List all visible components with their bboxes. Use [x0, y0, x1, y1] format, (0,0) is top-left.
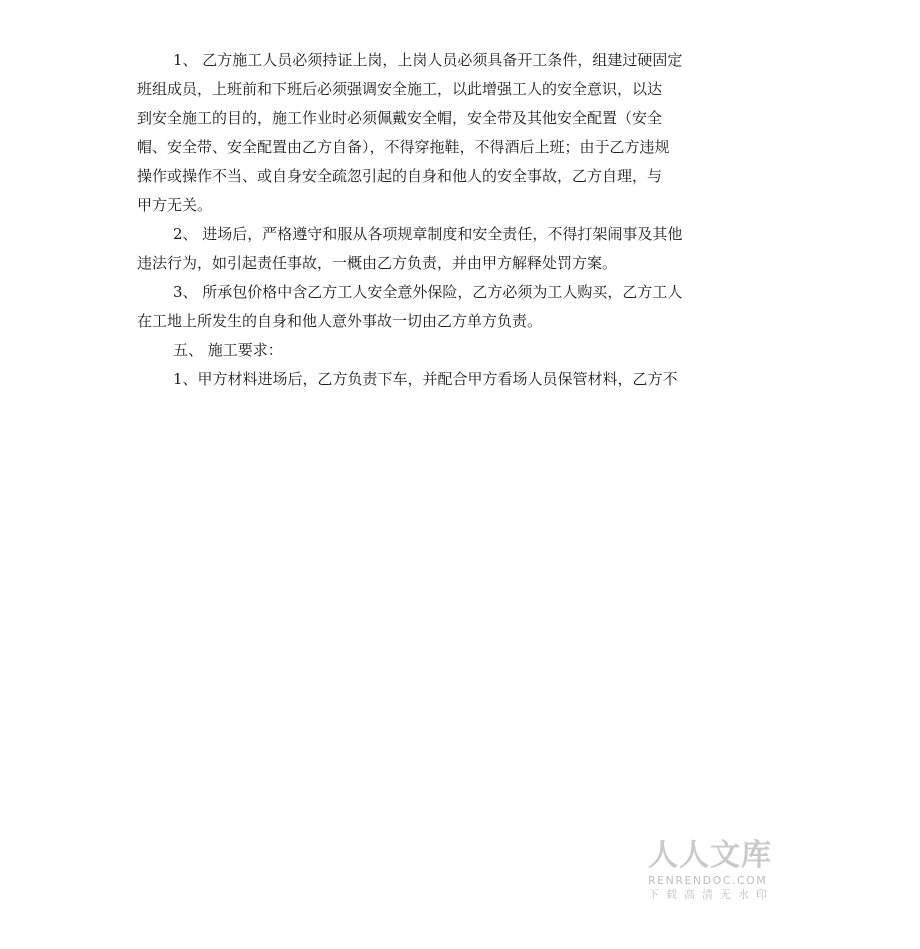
paragraph-1-line-1: 1、 乙方施工人员必须持证上岗，上岗人员必须具备开工条件，组建过硬固定 [173, 51, 683, 69]
paragraph-3-line-2: 在工地上所发生的自身和他人意外事故一切由乙方单方负责。 [137, 312, 543, 330]
paragraph-2-line-1: 2、 进场后，严格遵守和服从各项规章制度和安全责任，不得打架闹事及其他 [173, 225, 683, 243]
paragraph-1-line-6: 甲方无关。 [137, 196, 213, 214]
document-body [137, 46, 727, 394]
paragraph-2-line-2: 违法行为，如引起责任事故，一概由乙方负责，并由甲方解释处罚方案。 [137, 254, 618, 272]
watermark [648, 838, 772, 902]
paragraph-4-line-1: 1、甲方材料进场后，乙方负责下车，并配合甲方看场人员保管材料，乙方不 [173, 370, 678, 388]
paragraph-1-line-4: 帽、安全带、安全配置由乙方自备），不得穿拖鞋，不得酒后上班；由于乙方违规 [137, 138, 670, 156]
watermark-title: 人人文库 [648, 838, 772, 873]
watermark-tagline: 下载高清无水印 [648, 888, 774, 901]
paragraph-1-line-2: 班组成员，上班前和下班后必须强调安全施工，以此增强工人的安全意识，以达 [137, 80, 663, 98]
paragraph-3-line-1: 3、 所承包价格中含乙方工人安全意外保险，乙方必须为工人购买，乙方工人 [173, 283, 683, 301]
section-heading: 五、 施工要求： [173, 341, 283, 359]
watermark-domain: RENRENDOC.COM [648, 874, 768, 887]
paragraph-1-line-5: 操作或操作不当、或自身安全疏忽引起的自身和他人的安全事故，乙方自理，与 [137, 167, 663, 185]
paragraph-1-line-3: 到安全施工的目的，施工作业时必须佩戴安全帽，安全带及其他安全配置（安全 [137, 109, 663, 127]
